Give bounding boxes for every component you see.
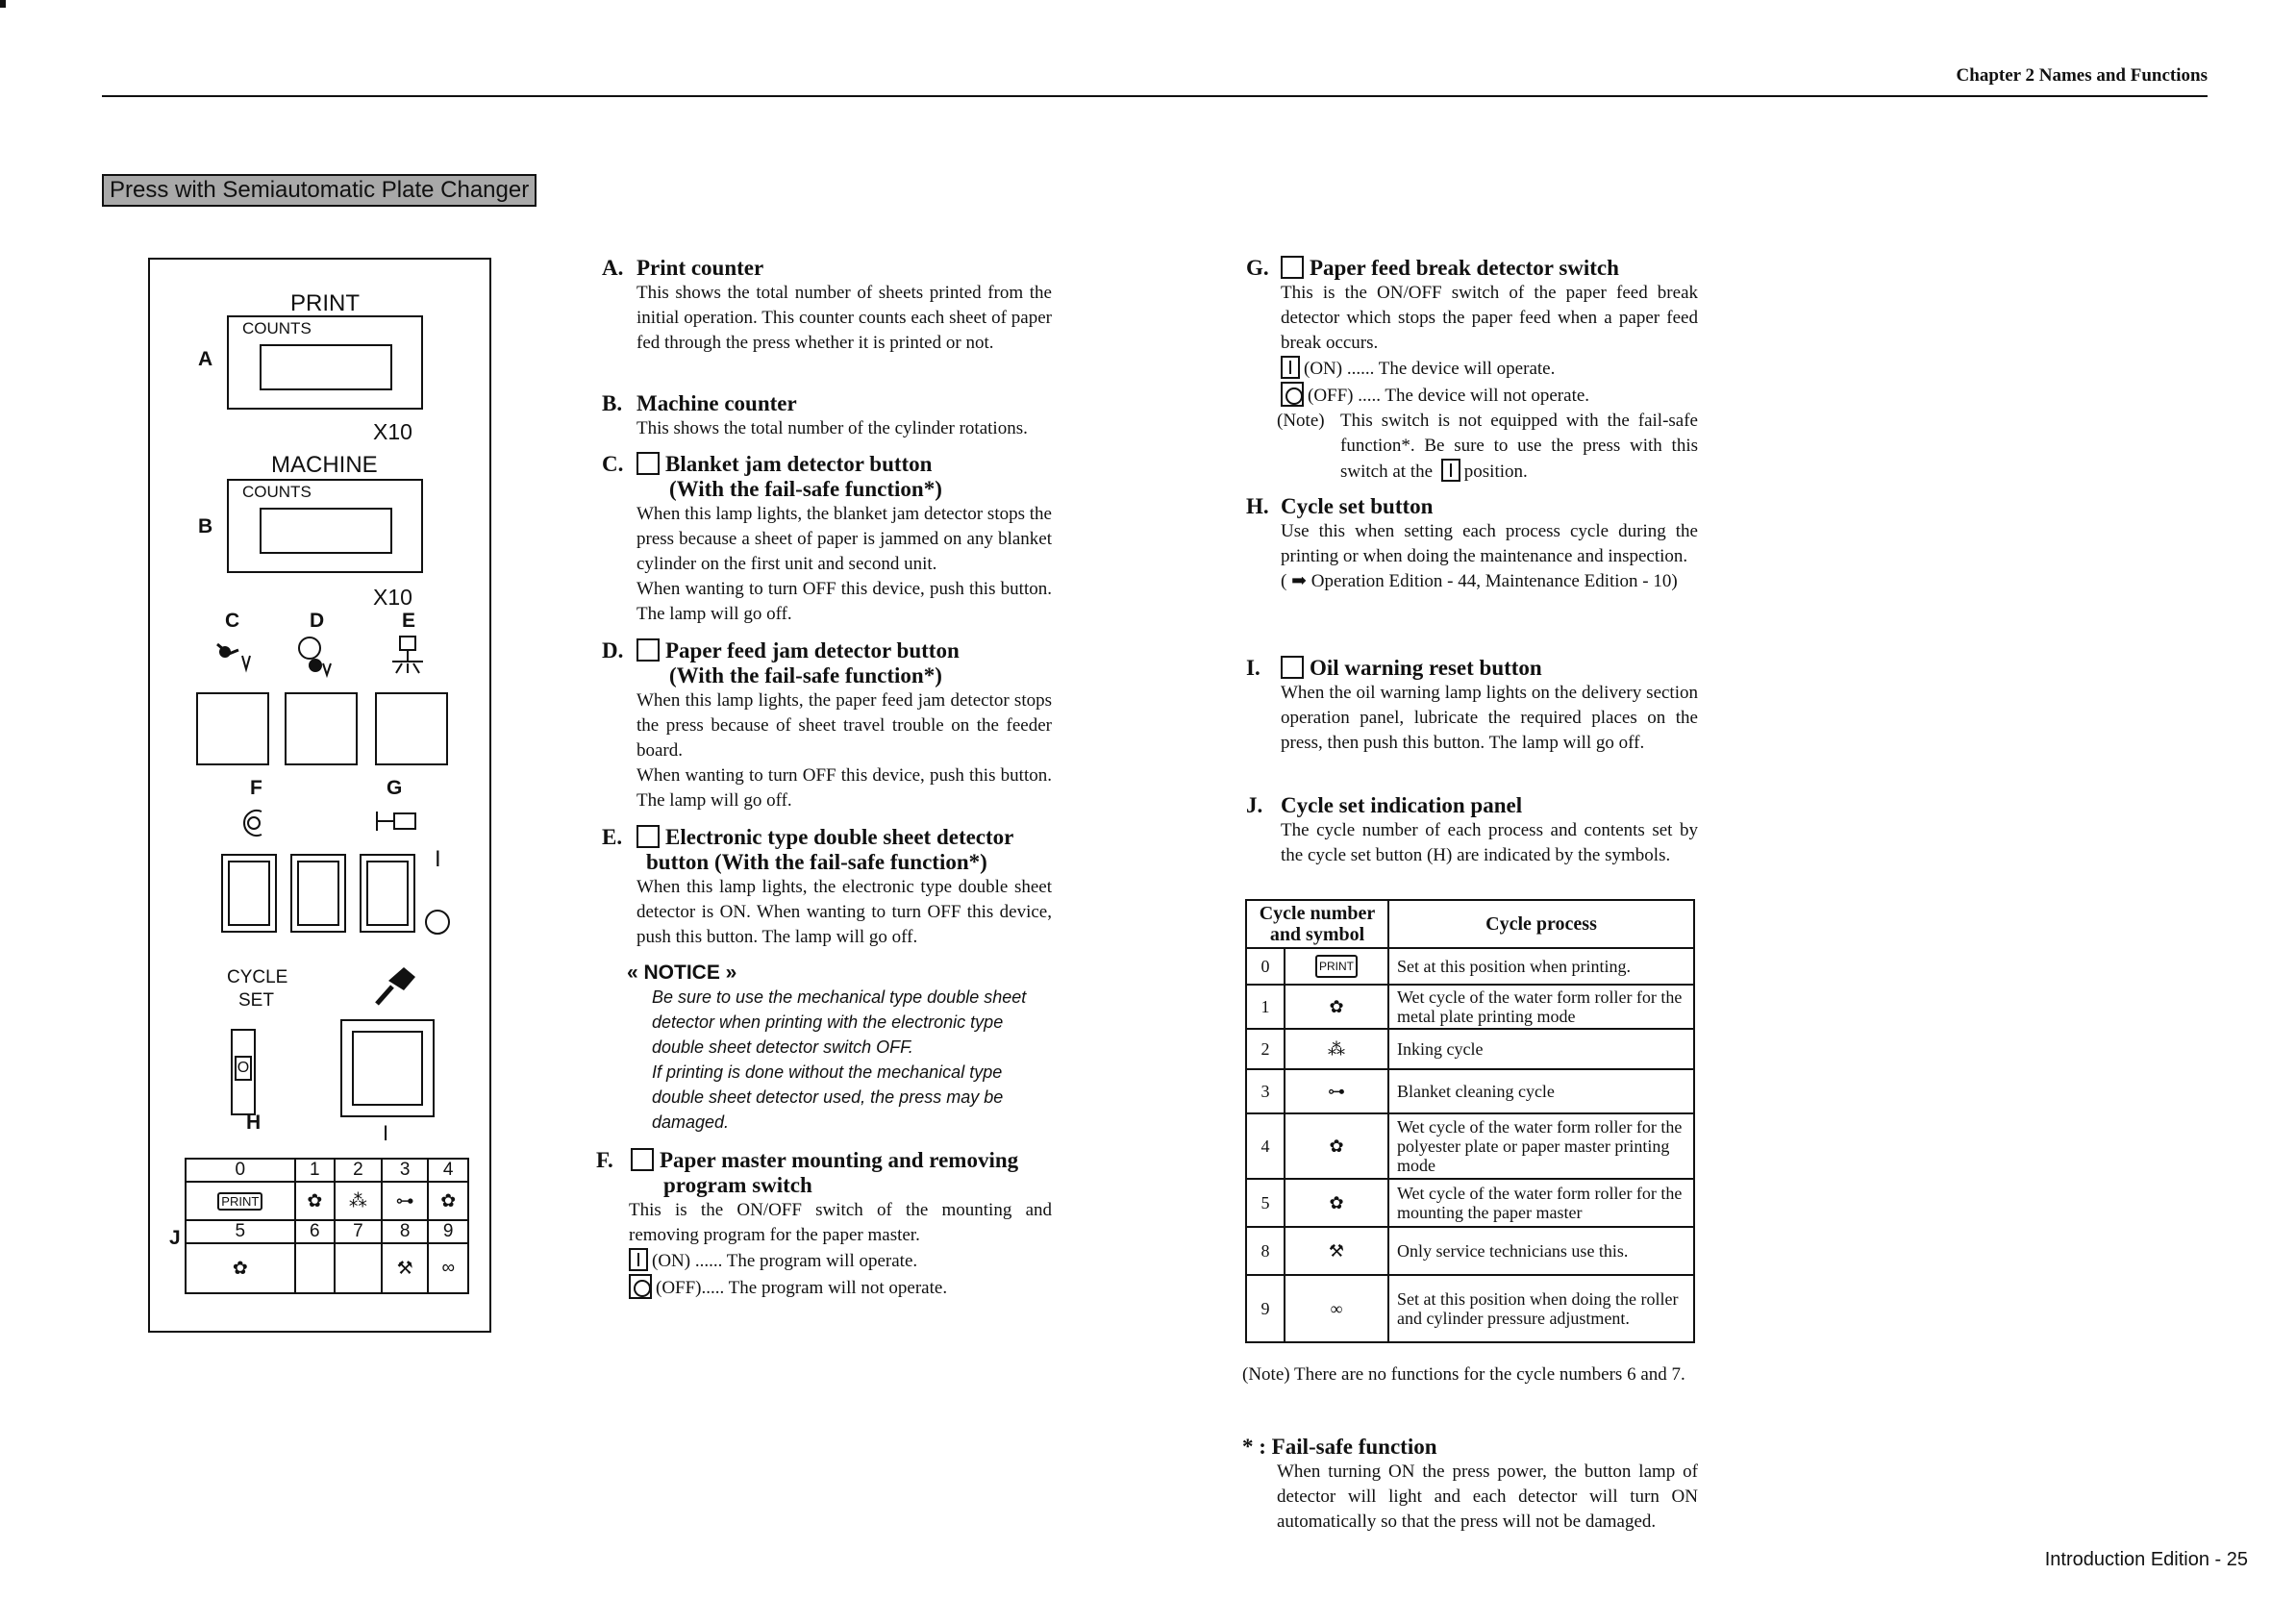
double-sheet-detector-button[interactable] [375, 692, 448, 765]
table-row: 5 ✿ Wet cycle of the water form roller for the mounting the paper master [1246, 1179, 1694, 1227]
item-e-subtitle: button (With the fail-safe function*) [646, 850, 987, 874]
failsafe-body: When turning ON the press power, the button lamp of detector will light and each detector will turn ON automatically so that the press will not be damaged. [1277, 1462, 1698, 1532]
cycle-process-table [1245, 899, 1695, 1343]
service-technician-icon: ⚒ [1328, 1241, 1345, 1261]
set-label: SET [238, 990, 274, 1011]
label-b: B [198, 515, 213, 537]
grid-num: 2 [335, 1159, 382, 1182]
item-e [602, 825, 1052, 950]
item-f-letter: F. [596, 1148, 613, 1172]
item-g-note-label: (Note) [1277, 411, 1325, 431]
item-a-body: This shows the total number of sheets printed from the initial operation. This counter counts each sheet of paper fed through the press whether it is printed or not. [636, 283, 1052, 353]
notice-block [627, 962, 1052, 1135]
cycle-indication-grid [185, 1158, 469, 1294]
print-counts-label: COUNTS [242, 319, 312, 337]
label-d: D [310, 610, 325, 632]
item-a-letter: A. [602, 256, 624, 280]
machine-x10-label: X10 [373, 585, 412, 610]
switch-on-mark: I [435, 846, 441, 872]
item-f-body: This is the ON/OFF switch of the mounting and removing program for the paper master. [629, 1200, 1052, 1245]
item-d-title: Paper feed jam detector button [665, 638, 960, 662]
item-b [602, 391, 1052, 441]
on-switch-icon [629, 1248, 648, 1271]
item-f-on: (ON) ...... The program will operate. [652, 1251, 918, 1271]
item-d-body1: When this lamp lights, the paper feed jam detector stops the press because of sheet travel trouble on the feeder board. [636, 690, 1052, 761]
table-row: 4 ✿ Wet cycle of the water form roller for the polyester plate or paper master printing mode [1246, 1113, 1694, 1179]
item-j-title: Cycle set indication panel [1281, 793, 1523, 817]
label-g: G [387, 777, 403, 799]
label-f: F [250, 777, 262, 799]
wet-cycle-b-icon: ✿ [1329, 1137, 1344, 1156]
item-f-subtitle: program switch [663, 1173, 812, 1197]
paper-feed-jam-icon [294, 635, 342, 683]
item-b-body: This shows the total number of the cylinder rotations. [636, 418, 1028, 438]
item-c-subtitle: (With the fail-safe function*) [669, 477, 942, 501]
switch-off-mark [425, 910, 450, 935]
item-c-body1: When this lamp lights, the blanket jam detector stops the press because a sheet of paper is jammed on any blanket cylinder on the first unit and second unit. [636, 504, 1052, 574]
item-h-title: Cycle set button [1281, 494, 1434, 518]
cycle-table-note: (Note) There are no functions for the cycle numbers 6 and 7. [1242, 1364, 1685, 1385]
item-g-note-1: This switch is not equipped with the fail-safe function*. Be sure to use the press with this switch at the [1340, 411, 1698, 482]
item-d-body2: When wanting to turn OFF this device, push this button. The lamp will go off. [636, 765, 1052, 811]
table-row: 9 ∞ Set at this position when doing the roller and cylinder pressure adjustment. [1246, 1275, 1694, 1342]
item-h-letter: H. [1246, 494, 1269, 518]
item-b-letter: B. [602, 391, 623, 415]
grid-num: 9 [428, 1220, 468, 1243]
item-g-off: (OFF) ..... The device will not operate. [1308, 386, 1590, 406]
paper-feed-jam-button-icon [636, 638, 660, 662]
item-h-body: Use this when setting each process cycle during the printing or when doing the maintenance and inspection. [1281, 521, 1698, 566]
item-g [1246, 256, 1698, 485]
machine-counter-display [260, 508, 392, 554]
wet-cycle-b-icon: ✿ [440, 1190, 457, 1212]
chapter-title: Chapter 2 Names and Functions [1956, 65, 2208, 86]
cycle-label: CYCLE [227, 967, 288, 987]
item-d [602, 638, 1052, 813]
label-h: H [246, 1112, 262, 1134]
paper-feed-break-switch-icon [1281, 256, 1304, 279]
off-switch-icon [629, 1274, 652, 1299]
print-symbol-icon: PRINT [1315, 955, 1358, 978]
grid-num: 1 [295, 1159, 336, 1182]
failsafe-title: * : Fail-safe function [1242, 1435, 1437, 1459]
double-sheet-detector-icon [387, 633, 429, 679]
table-row: 1 ✿ Wet cycle of the water form roller for the metal plate printing mode [1246, 985, 1694, 1029]
label-c: C [225, 610, 240, 632]
grid-num: 8 [382, 1220, 429, 1243]
switch-1[interactable] [221, 854, 277, 933]
blanket-jam-button-icon [636, 452, 660, 475]
inking-icon: ⁂ [1328, 1039, 1345, 1059]
label-a: A [198, 348, 213, 370]
double-sheet-button-icon [636, 825, 660, 848]
corner-mark [0, 0, 6, 8]
pressure-adjust-icon: ∞ [441, 1258, 455, 1278]
grid-num: 7 [335, 1220, 382, 1243]
print-label: PRINT [290, 290, 360, 316]
cycle-set-display: O [235, 1056, 252, 1081]
item-f-off: (OFF)..... The program will not operate. [656, 1278, 948, 1298]
item-i-letter: I. [1246, 656, 1260, 680]
service-technician-icon: ⚒ [396, 1258, 413, 1279]
item-g-letter: G. [1246, 256, 1269, 280]
item-g-body: This is the ON/OFF switch of the paper feed break detector which stops the paper feed when a paper feed break occurs. [1281, 283, 1698, 353]
grid-num: 6 [295, 1220, 336, 1243]
cycle-set-button[interactable] [231, 1029, 256, 1115]
blanket-jam-icon [210, 637, 258, 675]
item-i [1246, 656, 1698, 756]
page-footer: Introduction Edition - 25 [2044, 1549, 2248, 1570]
section-banner: Press with Semiautomatic Plate Changer [102, 174, 537, 207]
print-counter-display [260, 344, 392, 390]
item-c-body2: When wanting to turn OFF this device, push this button. The lamp will go off. [636, 579, 1052, 624]
failsafe-block [1242, 1435, 1698, 1535]
wet-cycle-a-icon: ✿ [307, 1190, 323, 1212]
notice-p1: Be sure to use the mechanical type double sheet detector when printing with the electronic type double sheet detector switch OFF. [652, 987, 1027, 1057]
item-i-title: Oil warning reset button [1310, 656, 1542, 680]
grid-num: 0 [186, 1159, 295, 1182]
oil-can-icon [365, 958, 423, 1015]
control-panel-diagram [148, 258, 491, 1333]
print-symbol-icon: PRINT [217, 1192, 262, 1211]
item-e-letter: E. [602, 825, 623, 849]
item-f-title: Paper master mounting and removing [660, 1148, 1019, 1172]
blanket-jam-button[interactable] [196, 692, 269, 765]
print-x10-label: X10 [373, 419, 412, 444]
table-row: 3 ⊶ Blanket cleaning cycle [1246, 1069, 1694, 1113]
item-h-ref: ( ➡ Operation Edition - 44, Maintenance Edition - 10) [1281, 571, 1678, 591]
item-d-letter: D. [602, 638, 624, 662]
item-j-letter: J. [1246, 793, 1263, 817]
item-e-title: Electronic type double sheet detector [665, 825, 1014, 849]
table-row: 0 PRINT Set at this position when printing. [1246, 948, 1694, 985]
notice-title: « NOTICE » [627, 962, 737, 984]
label-i: I [383, 1121, 389, 1145]
table-header-cycle-2: and symbol [1269, 924, 1365, 945]
pressure-adjust-icon: ∞ [1330, 1299, 1343, 1318]
item-j-body: The cycle number of each process and contents set by the cycle set button (H) are indicated by the symbols. [1281, 820, 1698, 865]
paper-feed-break-switch[interactable] [360, 854, 415, 933]
label-j: J [169, 1227, 181, 1249]
machine-label: MACHINE [271, 452, 378, 478]
item-h [1246, 494, 1698, 594]
oil-warning-reset-button[interactable] [340, 1019, 435, 1117]
table-header-cycle-1: Cycle number [1259, 903, 1376, 924]
paper-master-icon [235, 806, 273, 840]
on-switch-icon [1281, 356, 1300, 379]
item-j [1246, 793, 1698, 868]
wet-cycle-c-icon: ✿ [232, 1258, 248, 1279]
paper-master-switch[interactable] [290, 854, 346, 933]
item-c-letter: C. [602, 452, 624, 476]
header-rule [102, 95, 2208, 97]
label-e: E [402, 610, 416, 632]
item-g-title: Paper feed break detector switch [1310, 256, 1619, 280]
notice-p2: If printing is done without the mechanical type double sheet detector used, the press may be damaged. [652, 1062, 1004, 1132]
table-header-process: Cycle process [1388, 900, 1694, 948]
table-row: 8 ⚒ Only service technicians use this. [1246, 1227, 1694, 1275]
item-g-on: (ON) ...... The device will operate. [1304, 359, 1556, 379]
oil-warning-button-icon [1281, 656, 1304, 679]
paper-feed-break-icon [373, 808, 421, 837]
item-c-title: Blanket jam detector button [665, 452, 933, 476]
item-g-note-2: position. [1463, 462, 1528, 482]
grid-num: 5 [186, 1220, 295, 1243]
item-f [596, 1148, 1052, 1301]
off-switch-icon [1281, 382, 1304, 407]
print-counter [227, 315, 423, 410]
inking-icon: ⁂ [348, 1190, 367, 1212]
item-b-title: Machine counter [636, 391, 797, 415]
item-c [602, 452, 1052, 627]
on-switch-icon [1441, 459, 1460, 482]
item-a-title: Print counter [636, 256, 764, 280]
paper-master-switch-icon [631, 1148, 654, 1171]
wet-cycle-a-icon: ✿ [1329, 997, 1344, 1016]
machine-counts-label: COUNTS [242, 483, 312, 501]
item-e-body: When this lamp lights, the electronic type double sheet detector is ON. When wanting to turn OFF this device, push this button. The lamp will go off. [636, 877, 1052, 947]
item-i-body: When the oil warning lamp lights on the delivery section operation panel, lubricate the required places on the press, then push this button. The lamp will go off. [1281, 683, 1698, 753]
wet-cycle-c-icon: ✿ [1329, 1193, 1344, 1212]
grid-num: 3 [382, 1159, 429, 1182]
item-d-subtitle: (With the fail-safe function*) [669, 663, 942, 687]
paper-feed-jam-button[interactable] [285, 692, 358, 765]
machine-counter [227, 479, 423, 573]
table-row: 2 ⁂ Inking cycle [1246, 1029, 1694, 1069]
item-a [602, 256, 1052, 356]
blanket-cleaning-icon: ⊶ [395, 1190, 414, 1212]
blanket-cleaning-icon: ⊶ [1328, 1082, 1345, 1101]
grid-num: 4 [428, 1159, 468, 1182]
